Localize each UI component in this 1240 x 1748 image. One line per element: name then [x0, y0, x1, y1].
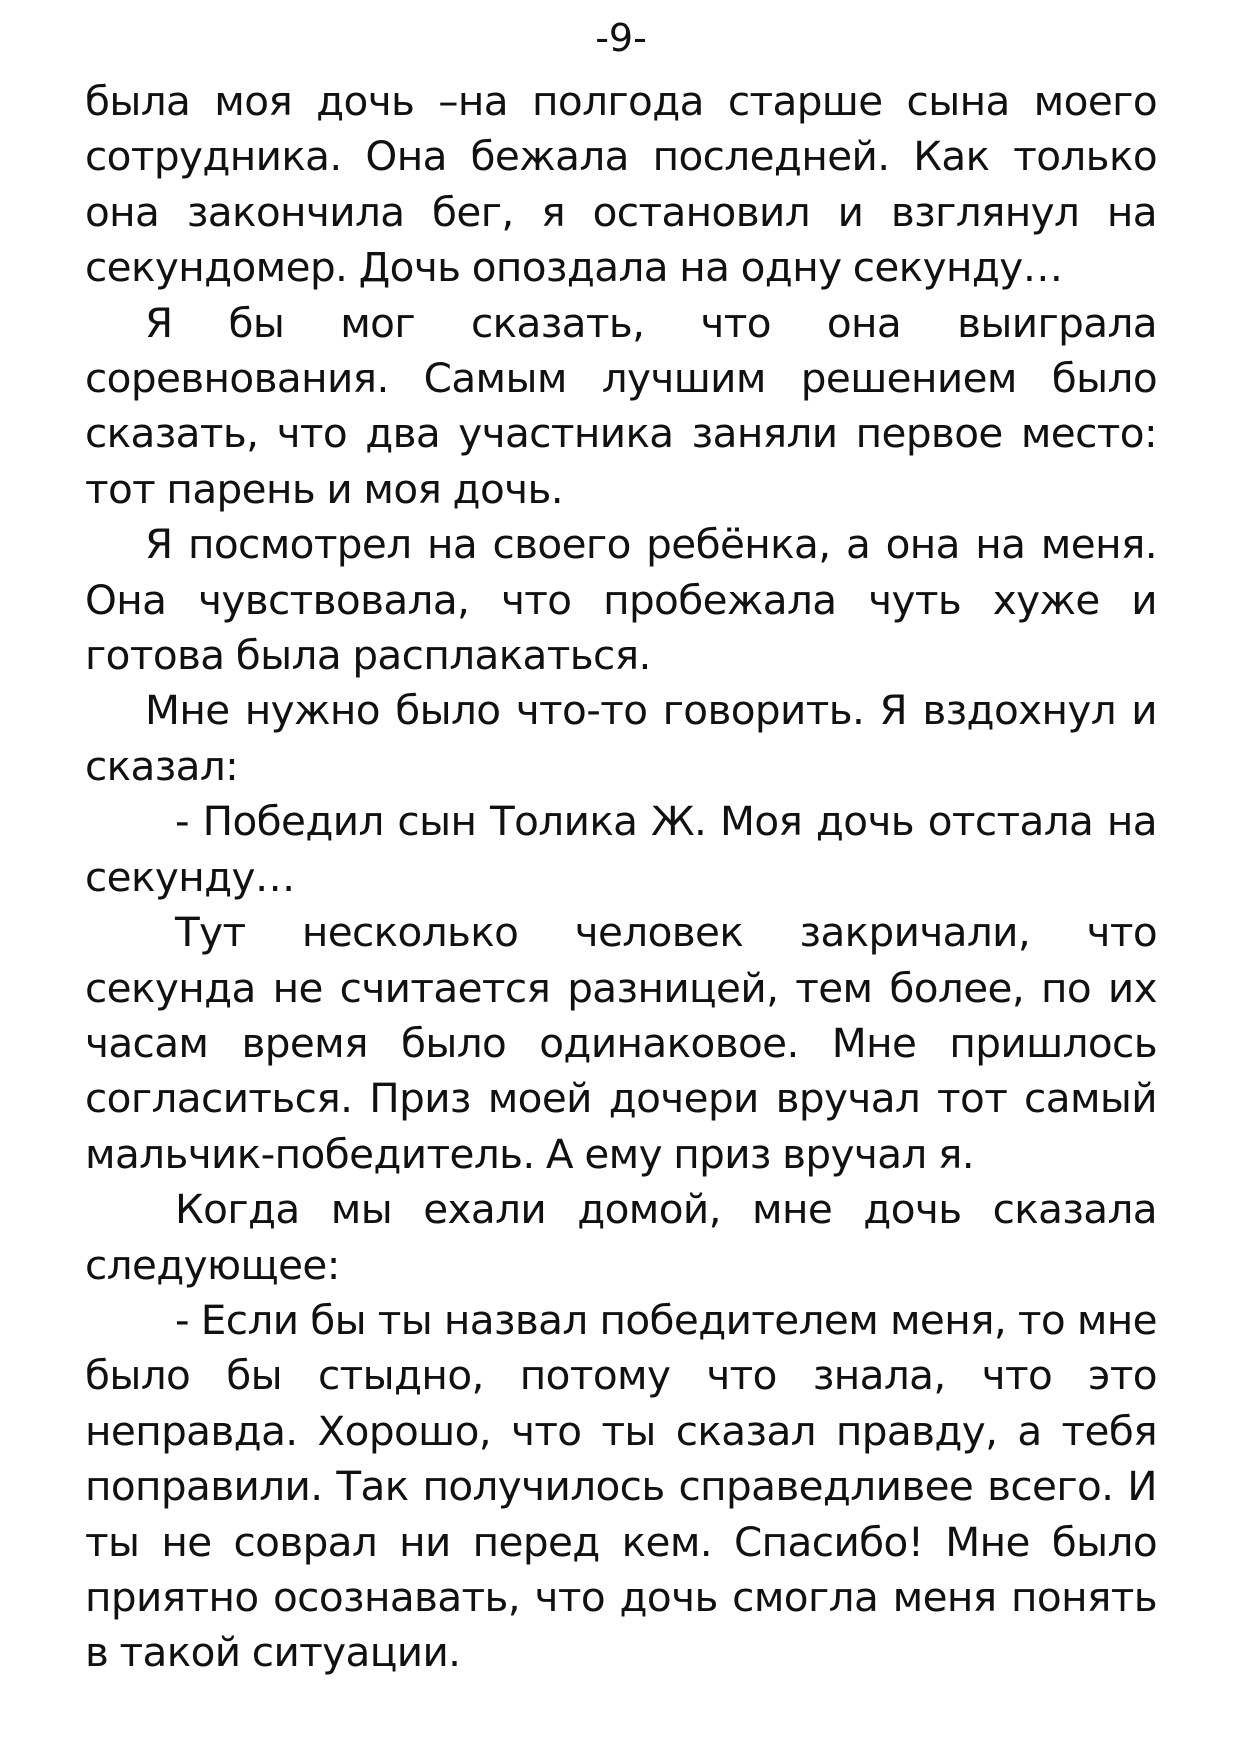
paragraph-8: - Если бы ты назвал победителем меня, то мне было бы стыдно, потому что знала, что это неправда. Хорошо, что ты сказал правду, а тебя поправили. Так получилось справедливее всего. И ты не соврал ни перед кем. Спасибо! Мне было приятно осознавать, что дочь смогла меня понять в такой ситуации.: [85, 1295, 1157, 1677]
page-number: -9-: [595, 16, 647, 60]
paragraph-5: - Победил сын Толика Ж. Моя дочь отстала на секунду…: [85, 797, 1157, 901]
paragraph-2: Я бы мог сказать, что она выиграла соревнования. Самым лучшим решением было сказать, что два участника заняли первое место: тот парень и моя дочь.: [85, 298, 1157, 513]
document-page: [85, 0, 1157, 1681]
paragraph-7: Когда мы ехали домой, мне дочь сказала следующее:: [85, 1185, 1157, 1289]
paragraph-1: была моя дочь –на полгода старше сына моего сотрудника. Она бежала последней. Как только она закончила бег, я остановил и взглянул на секундомер. Дочь опоздала на одну секунду…: [85, 77, 1157, 292]
paragraph-4: Мне нужно было что-то говорить. Я вздохнул и сказал:: [85, 686, 1157, 790]
paragraph-6: Тут несколько человек закричали, что секунда не считается разницей, тем более, по их часам время было одинаковое. Мне пришлось согласиться. Приз моей дочери вручал тот самый мальчик-победитель. А ему приз вручал я.: [85, 908, 1157, 1178]
body-text: [85, 74, 1157, 1681]
paragraph-3: Я посмотрел на своего ребёнка, а она на меня. Она чувствовала, что пробежала чуть хуже и готова была расплакаться.: [85, 520, 1157, 680]
